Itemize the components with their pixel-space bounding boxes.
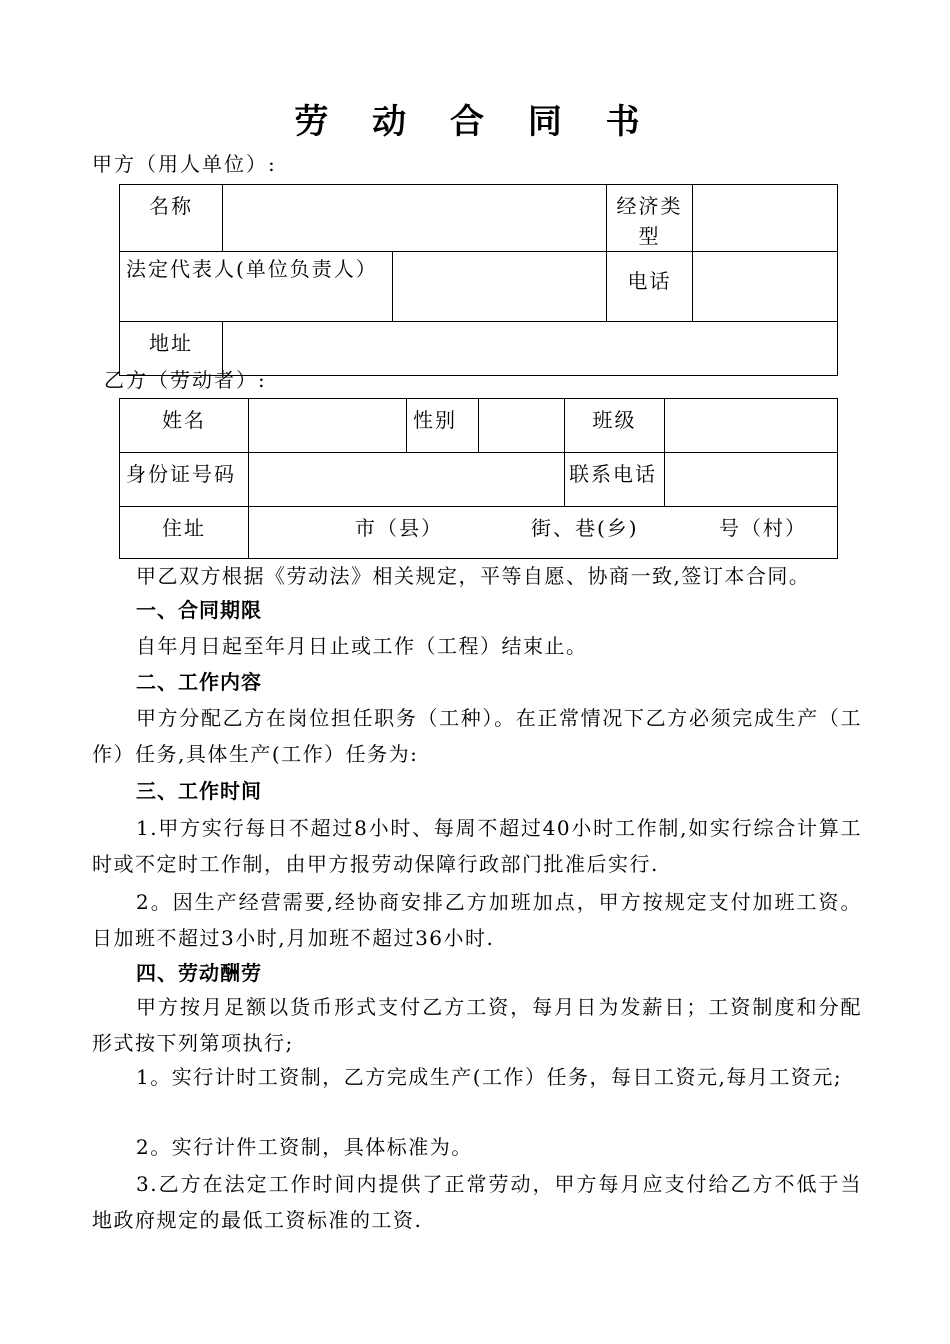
party-b-address-label: 住址 (120, 507, 249, 559)
party-a-phone-field[interactable] (693, 252, 838, 322)
intro-paragraph: 甲乙双方根据《劳动法》相关规定，平等自愿、协商一致,签订本合同。 (136, 564, 811, 588)
section-2-paragraph: 甲方分配乙方在岗位担任职务（工种）。在正常情况下乙方必须完成生产（工作）任务,具体生产(工作）任务为: (92, 706, 862, 766)
party-a-address-field[interactable] (223, 322, 838, 376)
section-2-title: 二、工作内容 (136, 670, 262, 694)
party-b-contact-label: 联系电话 (565, 453, 665, 507)
party-b-name-label: 姓名 (120, 399, 249, 453)
section-4-paragraph-1: 甲方按月足额以货币形式支付乙方工资，每月日为发薪日；工资制度和分配形式按下列第项执行; (92, 995, 862, 1055)
section-3-paragraph-1: 1.甲方实行每日不超过8小时、每周不超过40小时工作制,如实行综合计算工时或不定时工作制，由甲方报劳动保障行政部门批准后实行. (92, 816, 862, 876)
party-b-address-field[interactable] (249, 507, 838, 559)
party-a-address-label: 地址 (120, 322, 223, 376)
section-3-title: 三、工作时间 (136, 779, 262, 803)
section-4-paragraph-3: 2。实行计件工资制，具体标准为。 (136, 1135, 473, 1159)
section-4-paragraph-4: 3.乙方在法定工作时间内提供了正常劳动，甲方每月应支付给乙方不低于当地政府规定的最低工资标准的工资. (92, 1172, 862, 1232)
party-b-label: 乙方（劳动者）: (104, 368, 267, 392)
address-city-label: 市（县） (355, 516, 443, 540)
party-a-phone-label: 电话 (607, 252, 693, 322)
address-number-label: 号（村） (719, 516, 807, 540)
party-a-econ-type-field[interactable] (693, 185, 838, 252)
section-4-paragraph-2: 1。实行计时工资制，乙方完成生产(工作）任务，每日工资元,每月工资元; (136, 1065, 843, 1089)
party-b-gender-label: 性别 (407, 399, 479, 453)
party-a-legal-rep-label: 法定代表人(单位负责人） (120, 252, 393, 322)
party-a-label: 甲方（用人单位）: (92, 152, 277, 176)
party-b-class-field[interactable] (665, 399, 838, 453)
party-b-table (119, 398, 838, 559)
party-a-econ-type-label: 经济类型 (607, 185, 693, 252)
party-b-id-label: 身份证号码 (120, 453, 249, 507)
party-b-contact-field[interactable] (665, 453, 838, 507)
address-street-label: 街、巷(乡) (531, 516, 639, 540)
party-b-name-field[interactable] (249, 399, 407, 453)
party-b-class-label: 班级 (565, 399, 665, 453)
party-a-name-field[interactable] (223, 185, 607, 252)
party-a-legal-rep-field[interactable] (393, 252, 607, 322)
party-a-table (119, 184, 838, 376)
section-3-paragraph-2: 2。因生产经营需要,经协商安排乙方加班加点，甲方按规定支付加班工资。日加班不超过3小时,月加班不超过36小时. (92, 890, 862, 950)
document-title: 劳 动 合 同 书 (294, 102, 656, 142)
party-b-id-field[interactable] (249, 453, 565, 507)
section-1-title: 一、合同期限 (136, 598, 262, 622)
section-1-paragraph: 自年月日起至年月日止或工作（工程）结束止。 (136, 634, 588, 658)
party-b-gender-field[interactable] (479, 399, 565, 453)
section-4-title: 四、劳动酬劳 (136, 961, 262, 985)
party-a-name-label: 名称 (120, 185, 223, 252)
